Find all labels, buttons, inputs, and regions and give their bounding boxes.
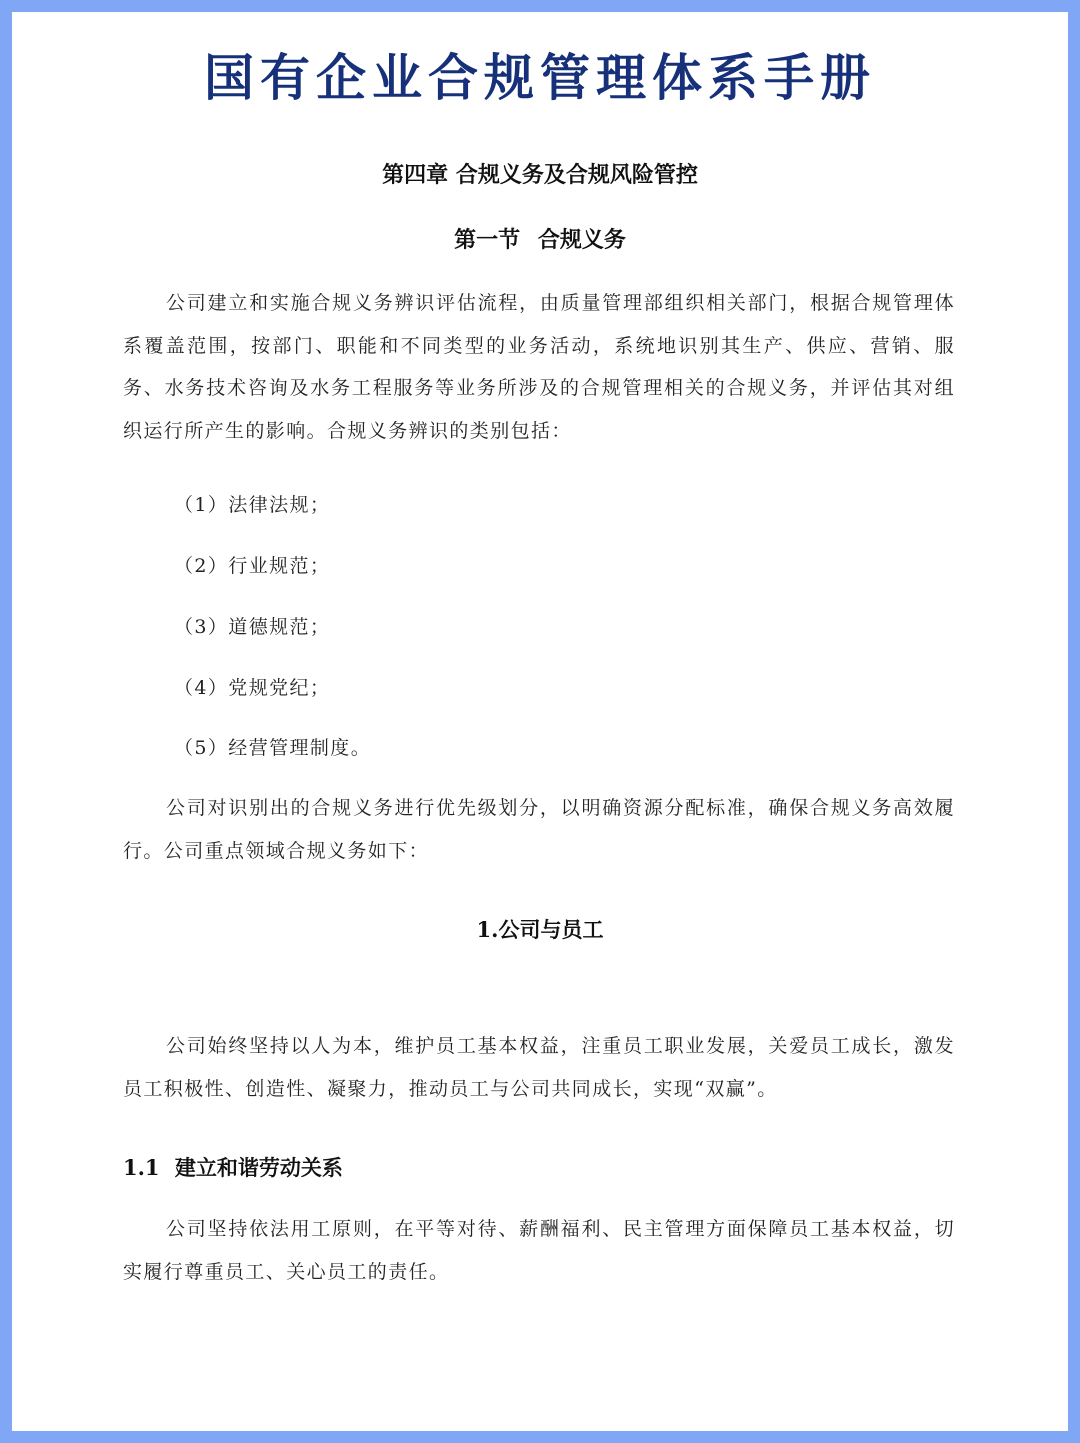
subsubsection-paragraph: 公司坚持依法用工原则，在平等对待、薪酬福利、民主管理方面保障员工基本权益，切实履行尊重员工、关心员工的责任。 xyxy=(123,1218,955,1283)
category-item: （1）法律法规； xyxy=(174,494,331,516)
priority-paragraph: 公司对识别出的合规义务进行优先级划分，以明确资源分配标准，确保合规义务高效履行。公司重点领域合规义务如下： xyxy=(123,797,955,862)
category-item: （5）经营管理制度。 xyxy=(174,737,372,759)
subsubsection-title: 1.1 建立和谐劳动关系 xyxy=(123,1155,343,1180)
subsection-title: 1.公司与员工 xyxy=(476,917,604,942)
document-title: 国有企业合规管理体系手册 xyxy=(204,49,876,107)
chapter-title: 第四章 合规义务及合规风险管控 xyxy=(382,162,698,188)
intro-paragraph: 公司建立和实施合规义务辨识评估流程，由质量管理部组织相关部门，根据合规管理体系覆盖范围，按部门、职能和不同类型的业务活动，系统地识别其生产、供应、营销、服务、水务技术咨询及水务工程服务等业务所涉及的合规管理相关的合规义务，并评估其对组织运行所产生的影响。合规义务辨识的类别包括： xyxy=(123,292,955,442)
category-item: （3）道德规范； xyxy=(174,616,331,638)
category-item: （2）行业规范； xyxy=(174,555,331,577)
category-item: （4）党规党纪； xyxy=(174,677,331,699)
document-page xyxy=(12,12,1068,1431)
section-title: 第一节 合规义务 xyxy=(454,227,626,253)
subsection-paragraph: 公司始终坚持以人为本，维护员工基本权益，注重员工职业发展，关爱员工成长，激发员工积极性、创造性、凝聚力，推动员工与公司共同成长，实现“双赢”。 xyxy=(123,1035,955,1100)
